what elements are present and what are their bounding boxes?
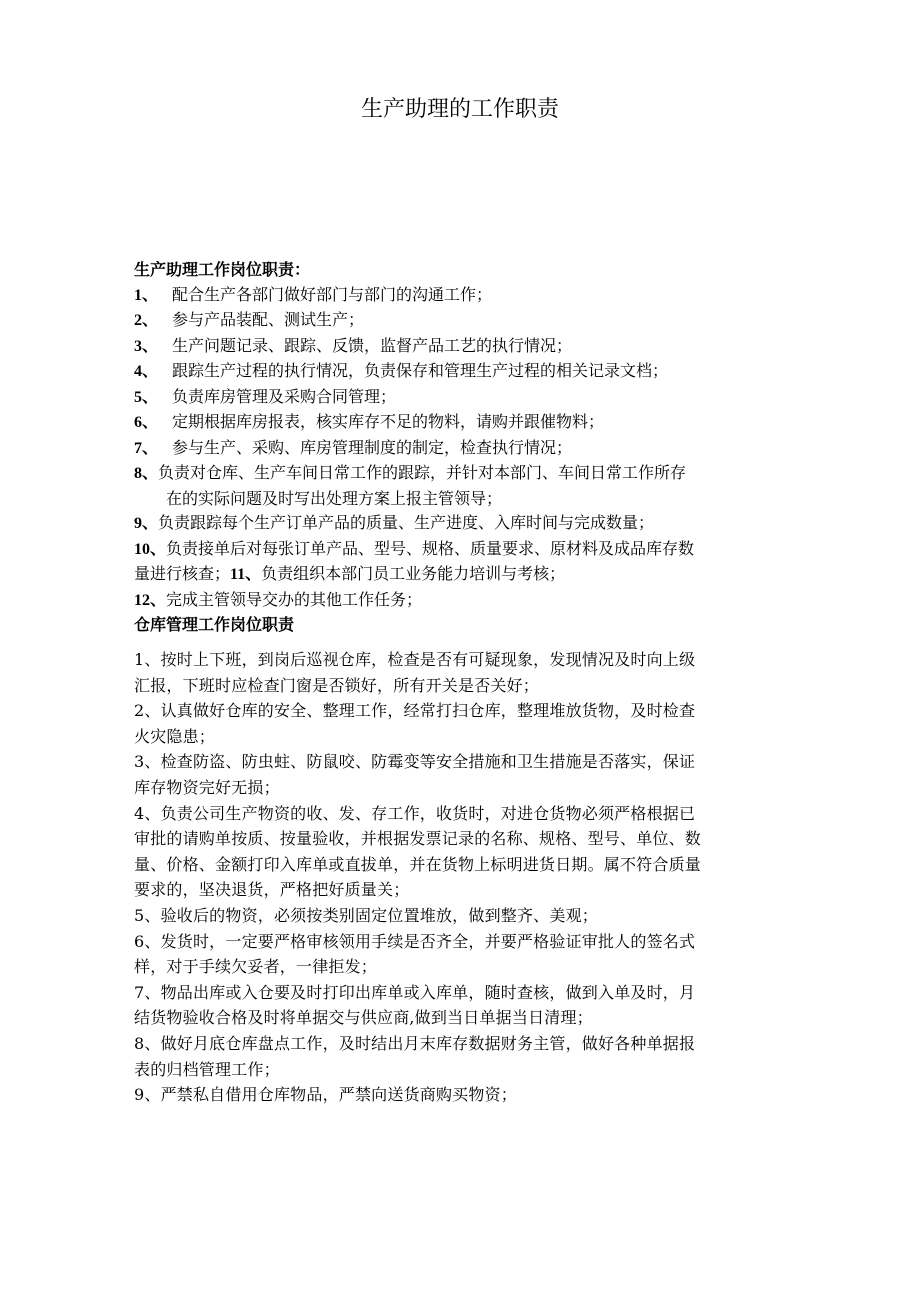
item-text: 负责跟踪每个生产订单产品的质量、生产进度、入库时间与完成数量； [158,513,655,532]
item-text: 配合生产各部门做好部门与部门的沟通工作； [172,284,493,304]
item-number: 2、 [134,312,159,329]
warehouse-management-section [134,647,794,1108]
item-text: 负责接单后对每张订单产品、型号、规格、质量要求、原材料及成品库存数 [166,538,695,558]
list-item [134,537,794,563]
paragraph-line: 表的归档管理工作； [134,1059,280,1079]
list-item-continuation [134,562,794,588]
item-number: 9、 [134,515,159,532]
list-item [134,283,794,309]
item-text: 负责库房管理及采购合同管理； [172,386,397,406]
list-item [134,436,794,462]
item-number: 6、 [134,414,159,431]
list-item [134,334,794,360]
paragraph-line: 4、负责公司生产物资的收、发、存工作，收货时，对进仓货物必须严格根据已 [134,803,696,823]
item-text: 参与产品装配、测试生产； [172,310,365,329]
paragraph-line: 9、严禁私自借用仓库物品，严禁向送货商购买物资； [134,1085,517,1105]
paragraph-line: 结货物验收合格及时将单据交与供应商,做到当日单据当日清理； [134,1008,593,1028]
paragraph-line: 7、物品出库或入仓要及时打印出库单或入库单，随时查核，做到入单及时，月 [134,982,696,1002]
paragraph-line: 3、检查防盗、防虫蛀、防鼠咬、防霉变等安全措施和卫生措施是否落实，保证 [134,752,696,772]
paragraph-line: 审批的请购单按质、按量验收，并根据发票记录的名称、规格、型号、单位、数 [134,829,702,849]
item-number: 4、 [134,363,159,380]
list-item [134,385,794,411]
paragraph-line: 6、发货时，一定要严格审核领用手续是否齐全，并要严格验证审批人的签名式 [134,931,696,951]
paragraph-line: 5、验收后的物资，必须按类别固定位置堆放，做到整齐、美观； [134,905,598,925]
production-assistant-section [134,258,794,638]
paragraph-line: 库存物资完好无损； [134,777,280,797]
item-number: 11、 [230,566,262,583]
section-heading: 生产助理工作岗位职责： [134,260,311,279]
page-title: 生产助理的工作职责 [360,97,559,122]
item-text: 生产问题记录、跟踪、反馈，监督产品工艺的执行情况； [172,335,573,355]
paragraph-line: 要求的，坚决退货，严格把好质量关； [134,880,410,900]
list-item [134,511,794,537]
paragraph-line: 火灾隐患； [134,726,216,746]
item-number: 7、 [134,439,159,457]
paragraph-line: 汇报，下班时应检查门窗是否锁好，所有开关是否关好； [134,675,540,695]
item-text: 负责组织本部门员工业务能力培训与考核； [261,564,566,583]
item-text: 在的实际问题及时写出处理方案上报主管领导； [166,488,503,508]
paragraph-line: 量、价格、金额打印入库单或直拔单，并在货物上标明进货日期。属不符合质量 [134,854,702,874]
item-text: 量进行核查； [134,564,231,583]
paragraph-line: 2、认真做好仓库的安全、整理工作，经常打扫仓库，整理堆放货物，及时检查 [134,701,696,721]
item-number: 8、 [134,465,159,482]
section-heading: 仓库管理工作岗位职责 [134,615,295,634]
list-item [134,308,794,334]
list-item [134,410,794,436]
list-item [134,461,794,487]
list-item [134,588,794,614]
item-number: 5、 [134,388,159,406]
item-text: 完成主管领导交办的其他工作任务； [166,589,423,609]
item-text: 跟踪生产过程的执行情况，负责保存和管理生产过程的相关记录文档； [172,361,669,380]
list-item [134,359,794,385]
item-text: 定期根据库房报表，核实库存不足的物料，请购并跟催物料； [172,412,605,431]
paragraph-line: 8、做好月底仓库盘点工作，及时结出月末库存数据财务主管，做好各种单据报 [134,1033,696,1053]
item-number: 3、 [134,337,159,355]
paragraph-line: 1、按时上下班，到岗后巡视仓库，检查是否有可疑现象，发现情况及时向上级 [134,650,696,669]
item-number: 12、 [134,591,167,609]
item-text: 负责对仓库、生产车间日常工作的跟踪，并针对本部门、车间日常工作所存 [158,463,687,482]
paragraph-line: 样，对于手续欠妥者，一律拒发； [134,957,378,977]
item-text: 参与生产、采购、库房管理制度的制定，检查执行情况； [172,437,573,457]
item-number: 10、 [134,540,167,558]
list-item-continuation [134,487,794,512]
item-number: 1、 [134,286,159,304]
